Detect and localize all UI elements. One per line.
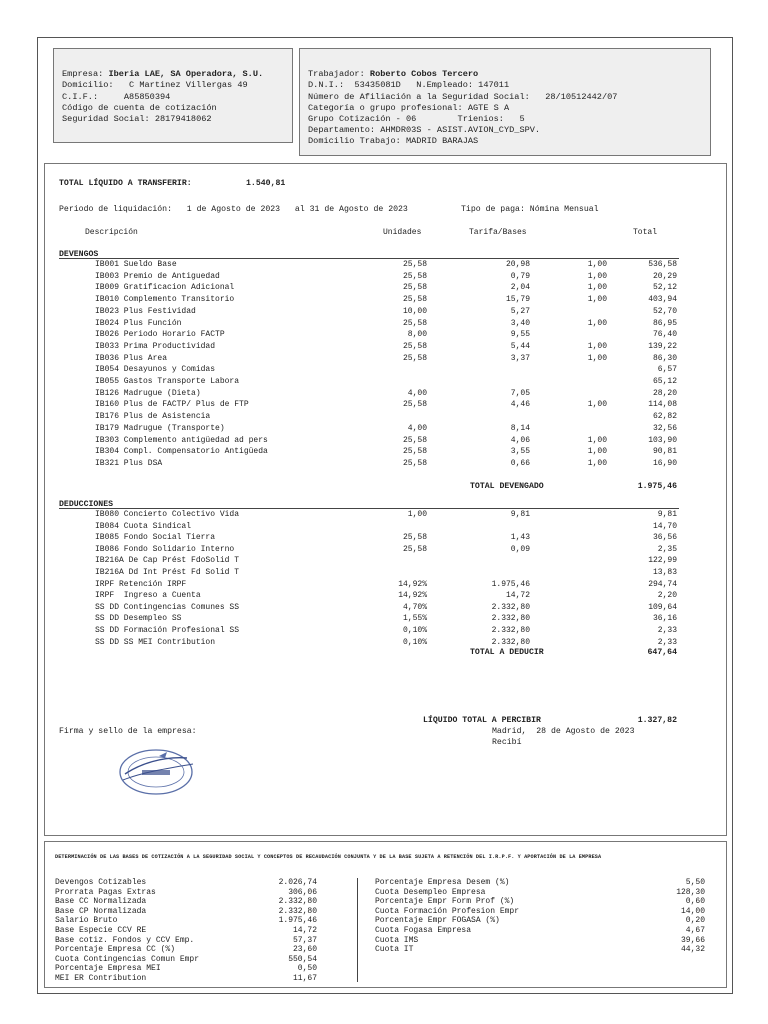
devengo-unidades: 25,58 xyxy=(402,260,427,269)
base-value: 11,67 xyxy=(292,974,317,983)
base-value: 57,37 xyxy=(292,935,317,945)
tipo-paga: Tipo de paga: Nómina Mensual xyxy=(461,205,599,214)
devengo-tarifa: 8,14 xyxy=(510,423,530,433)
firma-recibi: Recibí xyxy=(492,738,522,747)
deduccion-tarifa: 1.975,46 xyxy=(491,579,530,589)
devengo-total: 536,58 xyxy=(648,260,677,269)
deduccion-unidades: 14,92% xyxy=(398,579,427,589)
devengo-total: 6,57 xyxy=(657,365,677,375)
devengo-tarifa: 0,66 xyxy=(510,458,530,468)
empresa-cif: C.I.F.: A85850394 xyxy=(62,91,171,102)
deduccion-descripcion: IB085 Fondo Social Tierra xyxy=(95,533,216,543)
base-label: Porcentaje Empresa MEI xyxy=(55,964,161,974)
devengo-descripcion: IB010 Complemento Transitorio xyxy=(95,295,235,305)
deduccion-row xyxy=(45,638,726,648)
deduccion-unidades: 25,58 xyxy=(402,544,427,554)
devengo-coeficiente: 1,00 xyxy=(587,295,607,305)
devengo-coeficiente: 1,00 xyxy=(587,271,607,281)
deduccion-total: 2,33 xyxy=(657,626,677,635)
trabajador-departamento: Departamento: AHMDR03S - ASIST.AVION_CYD_SPV. xyxy=(308,125,541,136)
devengo-tarifa: 15,79 xyxy=(505,295,530,305)
devengo-unidades: 8,00 xyxy=(407,330,427,340)
base-item xyxy=(55,907,325,917)
devengo-total: 20,29 xyxy=(652,271,677,281)
aportacion-value: 4,67 xyxy=(685,926,705,935)
total-transferir-label: TOTAL LÍQUIDO A TRANSFERIR: xyxy=(59,179,192,188)
deduccion-row xyxy=(45,603,726,613)
deduccion-total: 14,70 xyxy=(652,521,677,531)
base-item xyxy=(55,878,325,888)
aportacion-item xyxy=(375,888,715,898)
devengo-row xyxy=(45,260,726,270)
deduccion-unidades: 0,10% xyxy=(402,626,427,635)
aportacion-value: 44,32 xyxy=(680,945,705,955)
base-item xyxy=(55,926,325,936)
deduccion-unidades: 1,00 xyxy=(407,510,427,519)
deduccion-descripcion: IRPF Ingreso a Cuenta xyxy=(95,591,201,601)
deduccion-row xyxy=(45,522,726,532)
deduccion-total: 9,81 xyxy=(657,510,677,519)
deduccion-unidades: 25,58 xyxy=(402,533,427,543)
devengo-unidades: 25,58 xyxy=(402,318,427,328)
deduccion-row xyxy=(45,510,726,520)
deduccion-descripcion: IB216A De Cap Prést FdoSolid T xyxy=(95,556,240,566)
base-item xyxy=(55,974,325,984)
devengo-row xyxy=(45,412,726,422)
ccc-label: Código de cuenta de cotización xyxy=(62,102,217,113)
base-label: Prorrata Pagas Extras xyxy=(55,887,156,897)
devengo-total: 139,22 xyxy=(648,341,677,351)
devengo-descripcion: IB009 Gratificacion Adicional xyxy=(95,283,235,293)
aportacion-value: 128,30 xyxy=(676,887,705,897)
devengo-row xyxy=(45,400,726,410)
devengo-coeficiente: 1,00 xyxy=(587,435,607,445)
deduccion-tarifa: 0,09 xyxy=(510,544,530,554)
devengo-total: 52,12 xyxy=(652,283,677,293)
devengo-row xyxy=(45,283,726,293)
deduccion-total: 13,83 xyxy=(652,568,677,577)
devengo-tarifa: 7,05 xyxy=(510,388,530,398)
col-descripcion: Descripción xyxy=(85,228,138,237)
devengo-row xyxy=(45,459,726,469)
deduccion-tarifa: 9,81 xyxy=(510,510,530,519)
base-value: 14,72 xyxy=(292,926,317,935)
deduccion-tarifa: 2.332,80 xyxy=(491,602,530,612)
devengo-unidades: 25,58 xyxy=(402,435,427,445)
deduccion-row xyxy=(45,568,726,578)
deduccion-tarifa: 1,43 xyxy=(510,533,530,543)
trabajador-grupo: Grupo Cotización - 06 Trienios: 5 xyxy=(308,114,525,125)
devengo-coeficiente: 1,00 xyxy=(587,458,607,468)
devengos-title: DEVENGOS xyxy=(59,250,99,259)
deduccion-descripcion: SS DD Formación Profesional SS xyxy=(95,626,240,635)
devengo-row xyxy=(45,272,726,282)
devengo-total: 65,12 xyxy=(652,377,677,386)
devengo-total: 103,90 xyxy=(648,435,677,445)
base-label: Cuota Contingencias Comun Empr xyxy=(55,954,200,964)
total-devengado-label: TOTAL DEVENGADO xyxy=(470,482,544,491)
devengo-tarifa: 20,98 xyxy=(505,260,530,269)
deduccion-descripcion: SS DD Contingencias Comunes SS xyxy=(95,602,240,612)
devengo-unidades: 25,58 xyxy=(402,341,427,351)
liquido-value: 1.327,82 xyxy=(637,716,677,725)
devengo-tarifa: 3,40 xyxy=(510,318,530,328)
deducciones-rule xyxy=(59,508,679,509)
aportacion-label: Cuota IT xyxy=(375,945,414,955)
base-item xyxy=(55,888,325,898)
devengo-descripcion: IB303 Complemento antigüedad ad pers xyxy=(95,435,268,445)
total-transferir-value: 1.540,81 xyxy=(246,179,286,188)
base-label: Porcentaje Empresa CC (%) xyxy=(55,945,176,955)
base-label: Base Especie CCV RE xyxy=(55,926,147,935)
firma-fecha: Madrid, 28 de Agosto de 2023 xyxy=(492,727,635,736)
trabajador-categoria: Categoría o grupo profesional: AGTE S A xyxy=(308,102,510,113)
aportacion-label: Cuota IMS xyxy=(375,935,419,945)
base-value: 1.975,46 xyxy=(278,916,317,926)
devengo-unidades: 25,58 xyxy=(402,447,427,457)
total-devengado-value: 1.975,46 xyxy=(637,482,677,491)
devengo-descripcion: IB321 Plus DSA xyxy=(95,458,163,468)
devengo-unidades: 25,58 xyxy=(402,400,427,410)
aportacion-item xyxy=(375,945,715,955)
devengo-descripcion: IB055 Gastos Transporte Labora xyxy=(95,377,240,386)
deduccion-descripcion: IRPF Retención IRPF xyxy=(95,579,187,589)
deduccion-row xyxy=(45,591,726,601)
main-section xyxy=(44,163,727,836)
total-deducir-label: TOTAL A DEDUCIR xyxy=(470,648,544,657)
base-label: Base CP Normalizada xyxy=(55,906,147,916)
devengo-coeficiente: 1,00 xyxy=(587,318,607,328)
deduccion-row xyxy=(45,556,726,566)
devengo-unidades: 25,58 xyxy=(402,283,427,293)
col-tarifa: Tarifa/Bases xyxy=(469,228,527,237)
trabajador-afiliacion: Número de Afiliación a la Seguridad Social: 28/10512442/07 xyxy=(308,91,618,102)
devengo-descripcion: IB026 Periodo Horario FACTP xyxy=(95,330,225,340)
base-value: 2.026,74 xyxy=(278,878,317,887)
devengo-total: 90,81 xyxy=(652,447,677,457)
devengo-total: 86,30 xyxy=(652,353,677,363)
base-value: 550,54 xyxy=(288,954,317,964)
empresa-domicilio: Domicilio: C Martinez Villergas 49 xyxy=(62,80,248,91)
devengo-unidades: 10,00 xyxy=(402,306,427,316)
aportacion-label: Porcentaje Empr Form Prof (%) xyxy=(375,897,515,907)
devengo-descripcion: IB179 Madrugue (Transporte) xyxy=(95,423,225,433)
deduccion-tarifa: 2.332,80 xyxy=(491,637,530,647)
deduccion-descripcion: IB216A Dd Int Prést Fd Solid T xyxy=(95,568,240,577)
deduccion-total: 294,74 xyxy=(648,579,677,589)
devengo-total: 52,70 xyxy=(652,306,677,316)
devengo-row xyxy=(45,330,726,340)
devengo-tarifa: 3,37 xyxy=(510,353,530,363)
deduccion-descripcion: IB086 Fondo Solidario Interno xyxy=(95,544,235,554)
devengo-unidades: 4,00 xyxy=(407,388,427,398)
deduccion-total: 109,64 xyxy=(648,602,677,612)
footer-divider xyxy=(357,878,358,982)
devengo-total: 76,40 xyxy=(652,330,677,340)
devengo-descripcion: IB003 Premio de Antiguedad xyxy=(95,271,220,281)
deduccion-total: 2,33 xyxy=(657,637,677,647)
deduccion-total: 36,16 xyxy=(652,614,677,624)
company-box xyxy=(53,48,293,143)
deduccion-descripcion: IB084 Cuota Sindical xyxy=(95,521,192,531)
aportacion-value: 0,20 xyxy=(685,916,705,926)
base-label: Devengos Cotizables xyxy=(55,878,147,887)
trabajador-domicilio: Domicilio Trabajo: MADRID BARAJAS xyxy=(308,136,479,147)
base-item xyxy=(55,945,325,955)
aportacion-item xyxy=(375,878,715,888)
deduccion-unidades: 0,10% xyxy=(402,637,427,647)
deduccion-unidades: 14,92% xyxy=(398,591,427,601)
empresa-label: Empresa: xyxy=(62,69,104,80)
aportacion-value: 14,00 xyxy=(680,906,705,916)
deducciones-title: DEDUCCIONES xyxy=(59,500,114,509)
periodo-liquidacion: Periodo de liquidación: 1 de Agosto de 2023 al 31 de Agosto de 2023 xyxy=(59,205,408,214)
devengo-row xyxy=(45,354,726,364)
devengo-unidades: 25,58 xyxy=(402,271,427,281)
devengo-coeficiente: 1,00 xyxy=(587,260,607,269)
deduccion-row xyxy=(45,580,726,590)
firma-label: Firma y sello de la empresa: xyxy=(59,727,197,736)
base-value: 2.332,80 xyxy=(278,906,317,916)
devengo-total: 28,20 xyxy=(652,388,677,398)
trabajador-name: Roberto Cobos Tercero xyxy=(369,69,479,80)
deduccion-unidades: 4,70% xyxy=(402,602,427,612)
devengos-rule xyxy=(59,258,679,259)
devengo-coeficiente: 1,00 xyxy=(587,447,607,457)
devengo-row xyxy=(45,365,726,375)
devengo-row xyxy=(45,377,726,387)
payslip-page xyxy=(37,37,733,994)
deduccion-total: 122,99 xyxy=(648,556,677,566)
deduccion-descripcion: SS DD SS MEI Contribution xyxy=(95,637,216,647)
aportacion-item xyxy=(375,936,715,946)
total-deducir-value: 647,64 xyxy=(647,648,677,657)
devengo-descripcion: IB001 Sueldo Base xyxy=(95,260,177,269)
devengo-tarifa: 4,06 xyxy=(510,435,530,445)
devengo-tarifa: 5,27 xyxy=(510,306,530,316)
bases-title: DETERMINACIÓN DE LAS BASES DE COTIZACIÓN A LA SEGURIDAD SOCIAL Y CONCEPTOS DE RECAUDACIÓN CONJUNTA Y DE LA BASE SUJETA A RETENCIÓN DEL I.R.P.F. Y APORTACIÓN DE LA EMPRESA xyxy=(55,854,602,860)
devengo-tarifa: 5,44 xyxy=(510,341,530,351)
devengo-tarifa: 0,79 xyxy=(510,271,530,281)
devengo-total: 86,95 xyxy=(652,318,677,328)
trabajador-dni: D.N.I.: 53435081D N.Empleado: 147011 xyxy=(308,80,510,91)
devengo-row xyxy=(45,295,726,305)
base-value: 23,60 xyxy=(292,945,317,955)
devengo-tarifa: 9,55 xyxy=(510,330,530,340)
devengo-row xyxy=(45,389,726,399)
aportacion-item xyxy=(375,907,715,917)
aportacion-value: 5,50 xyxy=(685,878,705,887)
bases-cotizacion xyxy=(44,841,727,988)
deduccion-total: 2,20 xyxy=(657,591,677,601)
deduccion-row xyxy=(45,626,726,636)
devengo-descripcion: IB036 Plus Area xyxy=(95,353,168,363)
ccc-value: Seguridad Social: 28179418062 xyxy=(62,114,212,125)
devengo-descripcion: IB176 Plus de Asistencia xyxy=(95,412,211,422)
trabajador-label: Trabajador: xyxy=(308,69,365,80)
deduccion-tarifa: 14,72 xyxy=(505,591,530,601)
deduccion-unidades: 1,55% xyxy=(402,614,427,624)
deduccion-tarifa: 2.332,80 xyxy=(491,626,530,635)
devengo-descripcion: IB024 Plus Función xyxy=(95,318,182,328)
devengo-descripcion: IB054 Desayunos y Comidas xyxy=(95,365,216,375)
liquido-label: LÍQUIDO TOTAL A PERCIBIR xyxy=(423,716,541,725)
devengo-tarifa: 3,55 xyxy=(510,447,530,457)
base-value: 0,50 xyxy=(297,964,317,974)
devengo-total: 62,82 xyxy=(652,412,677,422)
devengo-total: 403,94 xyxy=(648,295,677,305)
base-label: Salario Bruto xyxy=(55,916,118,926)
aportacion-item xyxy=(375,897,715,907)
deduccion-total: 2,35 xyxy=(657,544,677,554)
deduccion-row xyxy=(45,614,726,624)
devengo-unidades: 25,58 xyxy=(402,295,427,305)
col-total: Total xyxy=(633,228,658,237)
devengo-row xyxy=(45,424,726,434)
devengo-total: 114,08 xyxy=(648,400,677,410)
deduccion-row xyxy=(45,545,726,555)
devengo-unidades: 4,00 xyxy=(407,423,427,433)
deduccion-row xyxy=(45,533,726,543)
base-item xyxy=(55,936,325,946)
deduccion-total: 36,56 xyxy=(652,533,677,543)
devengo-coeficiente: 1,00 xyxy=(587,400,607,410)
devengo-row xyxy=(45,342,726,352)
devengo-unidades: 25,58 xyxy=(402,458,427,468)
aportacion-value: 39,66 xyxy=(680,935,705,945)
devengo-coeficiente: 1,00 xyxy=(587,353,607,363)
devengo-tarifa: 4,46 xyxy=(510,400,530,410)
aportacion-label: Cuota Fogasa Empresa xyxy=(375,926,472,935)
devengo-tarifa: 2,04 xyxy=(510,283,530,293)
base-label: Base cotiz. Fondos y CCV Emp. xyxy=(55,935,195,945)
base-label: MEI ER Contribution xyxy=(55,974,147,983)
col-unidades: Unidades xyxy=(383,228,422,237)
devengo-coeficiente: 1,00 xyxy=(587,341,607,351)
base-item xyxy=(55,964,325,974)
base-label: Base CC Normalizada xyxy=(55,897,147,907)
base-item xyxy=(55,955,325,965)
base-value: 2.332,80 xyxy=(278,897,317,907)
aportacion-item xyxy=(375,926,715,936)
aportacion-label: Cuota Desempleo Empresa xyxy=(375,887,486,897)
company-stamp-icon xyxy=(115,746,197,798)
deduccion-descripcion: IB080 Concierto Colectivo Vida xyxy=(95,510,240,519)
base-value: 306,06 xyxy=(288,887,317,897)
deduccion-tarifa: 2.332,80 xyxy=(491,614,530,624)
base-item xyxy=(55,916,325,926)
devengo-descripcion: IB126 Madrugue (Dieta) xyxy=(95,388,201,398)
devengo-total: 32,56 xyxy=(652,423,677,433)
devengo-descripcion: IB033 Prima Productividad xyxy=(95,341,216,351)
aportacion-item xyxy=(375,916,715,926)
devengo-descripcion: IB023 Plus Festividad xyxy=(95,306,196,316)
devengo-descripcion: IB304 Compl. Compensatorio Antigüeda xyxy=(95,447,268,457)
devengo-row xyxy=(45,436,726,446)
base-item xyxy=(55,897,325,907)
worker-box xyxy=(299,48,711,156)
devengo-descripcion: IB160 Plus de FACTP/ Plus de FTP xyxy=(95,400,249,410)
deduccion-descripcion: SS DD Desempleo SS xyxy=(95,614,182,624)
empresa-name: Iberia LAE, SA Operadora, S.U. xyxy=(108,69,264,80)
devengo-total: 16,90 xyxy=(652,458,677,468)
aportacion-label: Porcentaje Empresa Desem (%) xyxy=(375,878,510,887)
aportacion-value: 0,60 xyxy=(685,897,705,907)
devengo-unidades: 25,58 xyxy=(402,353,427,363)
devengo-coeficiente: 1,00 xyxy=(587,283,607,293)
devengo-row xyxy=(45,447,726,457)
aportacion-label: Porcentaje Empr FOGASA (%) xyxy=(375,916,500,926)
devengo-row xyxy=(45,319,726,329)
aportacion-label: Cuota Formación Profesion Empr xyxy=(375,906,520,916)
devengo-row xyxy=(45,307,726,317)
